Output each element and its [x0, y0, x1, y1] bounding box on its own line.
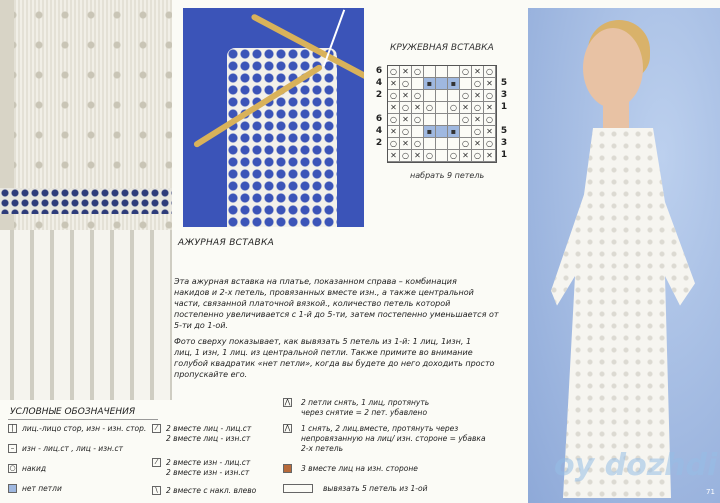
chart-cell: ✕: [484, 150, 496, 162]
chart-cell: ✕: [472, 138, 484, 150]
chart-row-number: 2: [375, 138, 383, 148]
p3tog-icon: [283, 464, 292, 473]
chart-cell: [424, 138, 436, 150]
chart-row-number: 6: [375, 114, 383, 124]
chart-cell: [460, 126, 472, 138]
chart-cell: ○: [472, 150, 484, 162]
chart-cell: ✕: [484, 102, 496, 114]
chart-cell: ○: [388, 90, 400, 102]
chart-cell: ○: [400, 78, 412, 90]
chart-cell: [436, 102, 448, 114]
purl-symbol-icon: –: [8, 444, 17, 453]
chart-cell: [436, 114, 448, 126]
chart-cell: ○: [388, 66, 400, 78]
chart-cell: [424, 114, 436, 126]
chart-row-number: [499, 65, 509, 77]
chart-cell: ✕: [472, 90, 484, 102]
chart-row-number: [374, 149, 384, 161]
page-number: 71: [706, 488, 715, 496]
chart-cell: ○: [484, 66, 496, 78]
double-decrease-icon: ⋀: [284, 398, 291, 406]
chart-cell: ▪: [424, 126, 436, 138]
chart-cell: ○: [460, 66, 472, 78]
chart-cell: [436, 126, 448, 138]
chart-cell: ○: [472, 78, 484, 90]
chart-cell: ○: [472, 102, 484, 114]
chart-cell: ✕: [412, 150, 424, 162]
chart-cell: ○: [460, 114, 472, 126]
chart-cell: ✕: [388, 102, 400, 114]
chart-row-number: 1: [500, 102, 508, 112]
chart-cell: ○: [400, 126, 412, 138]
chart-cell: ✕: [460, 102, 472, 114]
chart-cell: ○: [448, 102, 460, 114]
chart-cell: ✕: [472, 66, 484, 78]
chart-cell: ✕: [484, 78, 496, 90]
p2tog-icon: ⁄: [152, 458, 161, 467]
chart-cell: ○: [484, 90, 496, 102]
chart-cell: ✕: [388, 78, 400, 90]
chart-cell: ○: [472, 126, 484, 138]
chart-cell: ▪: [448, 78, 460, 90]
chart-title: КРУЖЕВНАЯ ВСТАВКА: [390, 43, 494, 53]
chart-cell: ○: [484, 138, 496, 150]
ssk-icon: \: [152, 486, 161, 495]
chart-cell: ○: [424, 102, 436, 114]
chart-cell: ○: [400, 102, 412, 114]
legend-title: УСЛОВНЫЕ ОБОЗНАЧЕНИЯ: [10, 407, 136, 417]
chart-cell: ○: [424, 150, 436, 162]
chart-cell: ○: [412, 138, 424, 150]
chart-row-number: 6: [375, 66, 383, 76]
chart-cell: ✕: [412, 102, 424, 114]
chart-cell: ▪: [448, 126, 460, 138]
knitting-chart: [387, 65, 497, 163]
chart-row-number: 4: [375, 78, 383, 88]
chart-left-row-numbers: [374, 65, 384, 161]
chart-cell: [460, 78, 472, 90]
chart-cell: ✕: [400, 90, 412, 102]
chart-cell: ○: [388, 114, 400, 126]
chart-row-number: 3: [500, 90, 508, 100]
chart-row-number: [374, 101, 384, 113]
chart-cell: ○: [448, 150, 460, 162]
chart-row-number: 1: [500, 150, 508, 160]
chart-cell: ✕: [388, 126, 400, 138]
chart-cell: ✕: [472, 114, 484, 126]
chart-cell: ✕: [388, 150, 400, 162]
chart-row-number: 5: [500, 78, 508, 88]
five-from-one-icon: [283, 484, 313, 493]
yarn-over-icon: ○: [9, 464, 16, 472]
chart-cell: [436, 90, 448, 102]
sk2p-icon: ⋀: [284, 424, 291, 432]
chart-cell: [412, 126, 424, 138]
chart-cell: [448, 114, 460, 126]
article-paragraph-2: Фото сверху показывает, как вывязать 5 петель из 1-й: 1 лиц, 1изн, 1 лиц, 1 изн, 1 лиц. из центральной петли. Также примите во внимание голубой квадратик «нет петли», когда вы будете до него доходить просто пропускайте его.: [174, 337, 495, 379]
fabric-photo: [0, 0, 172, 400]
chart-cell: ✕: [484, 126, 496, 138]
k2tog-icon: ⁄: [152, 424, 161, 433]
chart-cell: [436, 78, 448, 90]
chart-caption: набрать 9 петель: [410, 171, 485, 180]
model-photo: [528, 8, 720, 503]
chart-cell: ○: [388, 138, 400, 150]
chart-cell: ○: [460, 90, 472, 102]
chart-cell: [424, 90, 436, 102]
watermark: oy dozhdi: [554, 448, 718, 483]
section-title: АЖУРНАЯ ВСТАВКА: [178, 238, 275, 248]
knit-symbol-icon: |: [8, 424, 17, 433]
chart-cell: [436, 150, 448, 162]
chart-cell: ▪: [424, 78, 436, 90]
needles-photo: [183, 8, 364, 227]
chart-row-number: [499, 113, 509, 125]
chart-cell: [436, 66, 448, 78]
chart-cell: ✕: [400, 114, 412, 126]
chart-cell: ○: [400, 150, 412, 162]
chart-cell: ✕: [400, 138, 412, 150]
chart-cell: [412, 78, 424, 90]
chart-cell: [436, 138, 448, 150]
chart-cell: [448, 90, 460, 102]
chart-cell: ○: [412, 90, 424, 102]
chart-right-row-numbers: [499, 65, 509, 161]
chart-cell: ○: [412, 66, 424, 78]
no-stitch-icon: [8, 484, 17, 493]
chart-cell: ○: [460, 138, 472, 150]
chart-cell: [424, 66, 436, 78]
chart-row-number: 5: [500, 126, 508, 136]
chart-cell: ○: [484, 114, 496, 126]
chart-cell: ✕: [400, 66, 412, 78]
chart-cell: ✕: [460, 150, 472, 162]
chart-row-number: 2: [375, 90, 383, 100]
chart-cell: ○: [412, 114, 424, 126]
chart-cell: [448, 138, 460, 150]
article-paragraph-1: Эта ажурная вставка на платье, показанном справа – комбинация накидов и 2-х петель, провязанных вместе изн., а также центральной части, связанной платочной вязкой., количество петель которой постепенно увеличивается с 1-й до 5-ти, затем постепенно уменьшается от 5-ти до 1-ой.: [174, 277, 499, 330]
chart-row-number: 3: [500, 138, 508, 148]
chart-cell: [448, 66, 460, 78]
chart-row-number: 4: [375, 126, 383, 136]
